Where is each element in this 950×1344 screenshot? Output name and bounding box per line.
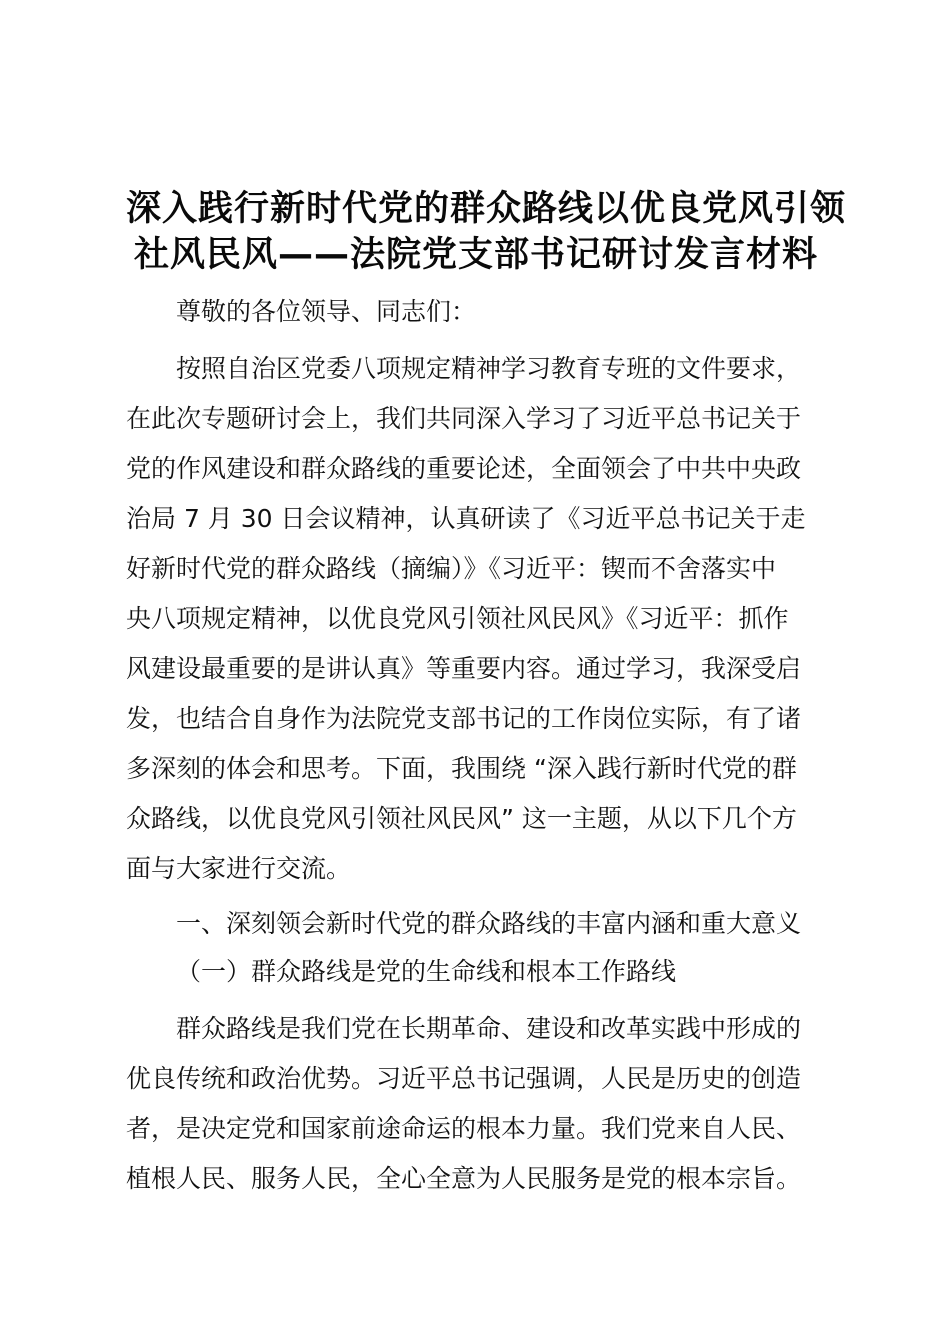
paragraph-intro	[126, 344, 826, 894]
paragraph-line: 治局 7 月 30 日会议精神，认真研读了《习近平总书记关于走	[126, 504, 806, 533]
paragraph-line: 党的作风建设和群众路线的重要论述，全面领会了中共中央政	[126, 454, 802, 483]
paragraph-line: 优良传统和政治优势。习近平总书记强调，人民是历史的创造	[126, 1064, 802, 1093]
title-line-1: 深入践行新时代党的群众路线以优良党风引领	[126, 189, 847, 229]
paragraph-line: 在此次专题研讨会上，我们共同深入学习了习近平总书记关于	[126, 404, 802, 433]
paragraph-line: 多深刻的体会和思考。下面，我围绕 “深入践行新时代党的群	[126, 754, 797, 783]
paragraph-line: 央八项规定精神，以优良党风引领社风民风》《习近平：抓作	[126, 604, 789, 633]
paragraph-mass-line	[126, 1004, 826, 1204]
document-title	[126, 186, 847, 278]
section-heading-1: 一、深刻领会新时代党的群众路线的丰富内涵和重大意义	[176, 909, 802, 938]
paragraph-line: 植根人民、服务人民，全心全意为人民服务是党的根本宗旨。	[126, 1164, 802, 1193]
subsection-heading-1-1: （一）群众路线是党的生命线和根本工作路线	[176, 957, 677, 986]
paragraph-line: 发，也结合自身作为法院党支部书记的工作岗位实际，有了诸	[126, 704, 802, 733]
paragraph-line: 众路线，以优良党风引领社风民风” 这一主题，从以下几个方	[126, 804, 797, 833]
paragraph-line: 者，是决定党和国家前途命运的根本力量。我们党来自人民、	[126, 1114, 802, 1143]
paragraph-line: 群众路线是我们党在长期革命、建设和改革实践中形成的	[176, 1014, 802, 1043]
paragraph-line: 好新时代党的群众路线（摘编）》《习近平：锲而不舍落实中	[126, 554, 777, 583]
paragraph-line: 风建设最重要的是讲认真》等重要内容。通过学习，我深受启	[126, 654, 802, 683]
paragraph-line: 面与大家进行交流。	[126, 854, 352, 883]
paragraph-line: 按照自治区党委八项规定精神学习教育专班的文件要求，	[176, 354, 802, 383]
greeting: 尊敬的各位领导、同志们：	[176, 297, 477, 326]
title-line-2: 社风民风——法院党支部书记研讨发言材料	[133, 235, 818, 275]
